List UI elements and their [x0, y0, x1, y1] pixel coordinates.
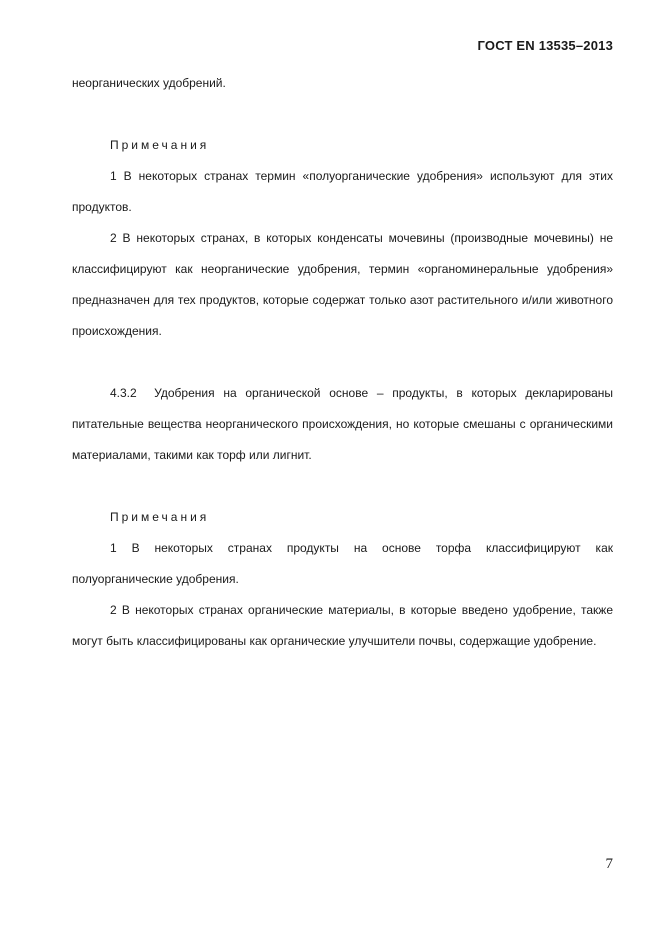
clause-number: 4.3.2: [110, 386, 137, 400]
page-number: 7: [605, 856, 613, 872]
note-1-1: 1 В некоторых странах термин «полуорганические удобрения» используют для этих продуктов.: [72, 169, 613, 214]
spacer: [72, 347, 613, 378]
spacer: [72, 471, 613, 502]
note-1-2: 2 В некоторых странах, в которых конденсаты мочевины (производные мочевины) не классифицируют как неорганические удобрения, термин «органоминеральные удобрения» предназначен для тех продуктов, которые содержат только азот растительного и/или животного происхождения.: [72, 231, 613, 338]
spacer: [72, 99, 613, 130]
document-code-header: ГОСТ EN 13535–2013: [477, 38, 613, 53]
page-content: [72, 68, 613, 657]
note-2-2: 2 В некоторых странах органические материалы, в которые введено удобрение, также могут быть классифицированы как органические улучшители почвы, содержащие удобрение.: [72, 603, 613, 648]
notes-heading-2: Примечания: [110, 510, 210, 524]
continuation-text: неорганических удобрений.: [72, 76, 226, 90]
clause-text: Удобрения на органической основе – продукты, в которых декларированы питательные вещества неорганического происхождения, но которые смешаны с органическими материалами, такими как торф или лигнит.: [72, 386, 613, 462]
notes-heading-1: Примечания: [110, 138, 210, 152]
clause-4-3-2: [72, 378, 613, 471]
note-2-1: 1 В некоторых странах продукты на основе торфа классифицируют как полуорганические удобрения.: [72, 541, 613, 586]
